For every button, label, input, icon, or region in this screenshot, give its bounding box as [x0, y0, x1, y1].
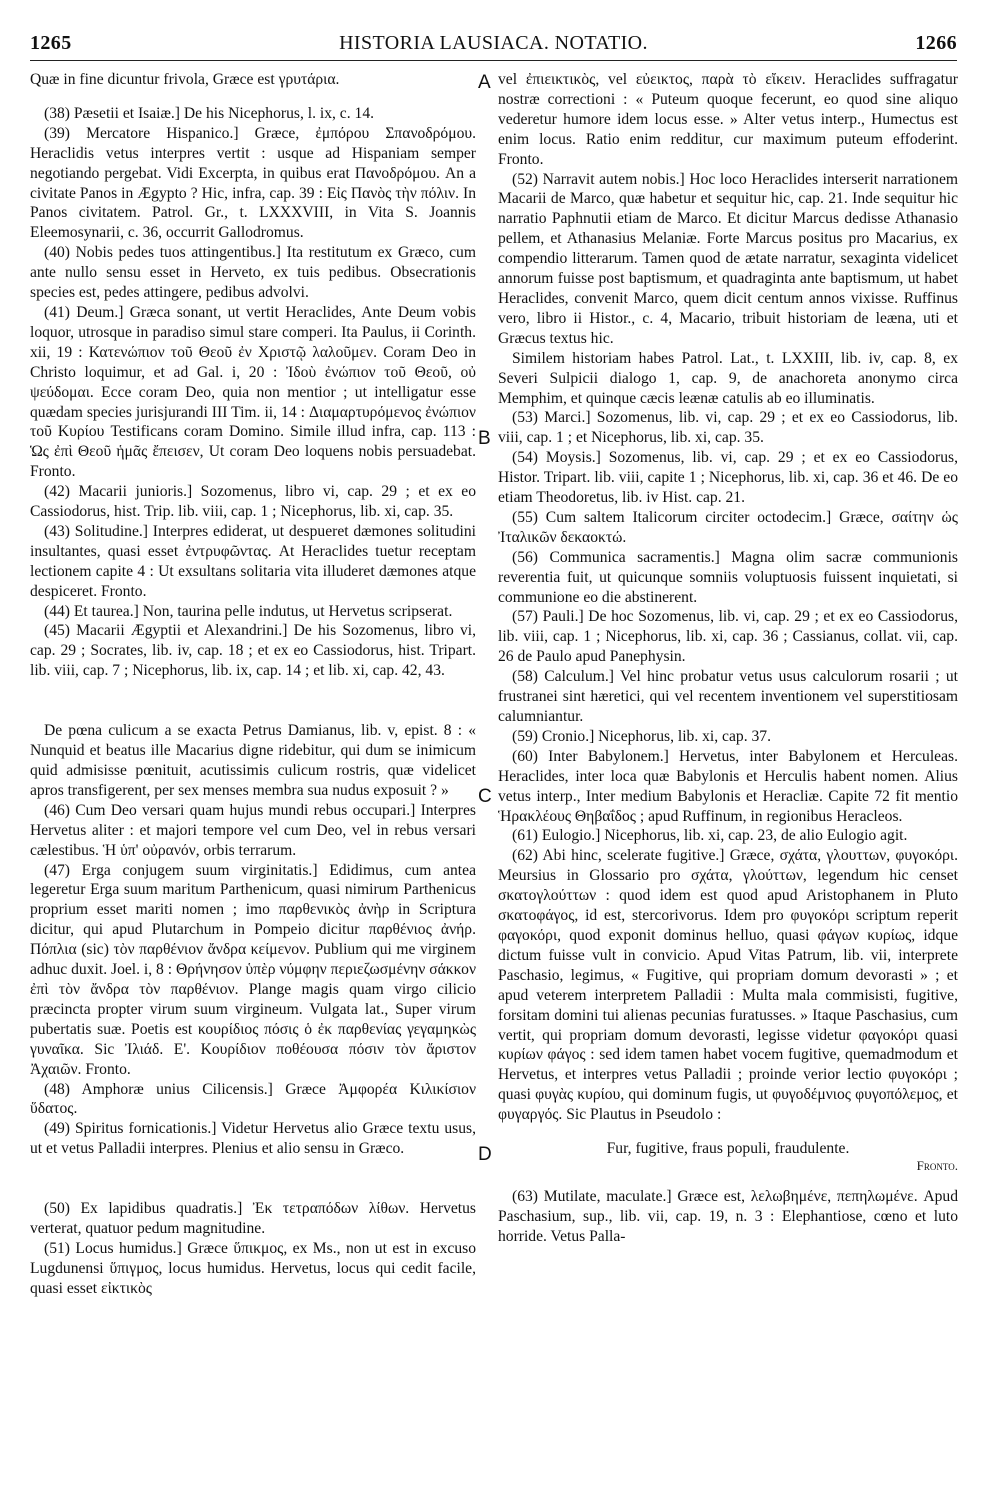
note-48: (48) Amphoræ unius Cilicensis.] Græce Ἀμφορέα Κιλικίσιον ὕδατος. [30, 1080, 476, 1118]
page-header [30, 32, 957, 58]
note-49: (49) Spiritus fornicationis.] Videtur Hervetus alio Græce textu usus, ut et vetus Palladii interpres. Plenius et alio sensu in Græco. [30, 1120, 476, 1158]
note-52: (52) Narravit autem nobis.] Hoc loco Heraclides interserit narrationem Macarii de Marco, quæ habetur et sequitur hic, cap. 21. Inde sequitur hic narratio Paphnutii etiam de Marco. Et dicitur Marcus dedisse Athanasio pellem, et Athanasius Melaniæ. Forte Marcus positus pro Macarius, ex compendio litterarum. Tamen quod de ætate narratur, sexaginta videlicet annorum fuisse post baptismum, et quadraginta ante baptismum, ut habet Heraclides, convenit Marco, quem dicit centum annos vixisse. Ruffinus vero, libro ii Histor., c. 4, Macario, tribuit historiam de leæna, uti et Græcus textus hic. [498, 170, 958, 347]
note-55: (55) Cum saltem Italicorum circiter octodecim.] Græce, σαίτην ὡς Ἰταλικῶν δεκαοκτώ. [498, 508, 958, 546]
margin-marker-c: C [478, 786, 492, 807]
note-51: (51) Locus humidus.] Græce ὕπικμος, ex Ms., non ut est in excuso Lugdunensi ὕπιγμος, locus humidus. Hervetus, locus qui cedit facile, quasi esset εἰκτικὸς [30, 1239, 476, 1297]
note-56: (56) Communica sacramentis.] Magna olim sacræ communionis reverentia fuit, ut quicunque somniis voluptuosis fuissent inquietati, si communione eo die abstinerent. [498, 548, 958, 606]
note-51-continuation: vel ἐπιεικτικὸς, vel εὐεικτος, παρὰ τὸ εἴκειν. Heraclides suffragatur nostræ correctioni : « Puteum quoque fecerunt, eo quod sine aliquo vederetur humore idem locus esse. » Alter vetus interp., Humectus est enim locus. Ratio enim redditur, cur maximum puteum effoderint. Fronto. [498, 71, 958, 168]
note-45: (45) Macarii Ægyptii et Alexandrini.] De his Sozomenus, libro vi, cap. 29 ; Socrates, lib. iv, cap. 18 ; et ex eo Cassiodorus, hist. Tripart. lib. viii, cap. 7 ; Nicephorus, lib. ix, cap. 14 ; et lib. xi, cap. 42, 43. [30, 622, 476, 680]
margin-marker-a: A [478, 72, 491, 93]
note-38: (38) Pæsetii et Isaiæ.] De his Nicephorus, l. ix, c. 14. [44, 104, 375, 122]
header-rule [30, 60, 957, 61]
running-title: HISTORIA LAUSIACA. NOTATIO. [339, 32, 648, 54]
page-number-right: 1266 [915, 32, 957, 54]
note-58: (58) Calculum.] Vel hinc probatur vetus usus calculorum rosarii ; ut frustranei sint hæretici, qui vel recentem inventionem vel superstitiosam calumniantur. [498, 668, 958, 725]
note-59: (59) Cronio.] Nicephorus, lib. xi, cap. 37. [512, 727, 771, 745]
author-signature: Fronto. [916, 1157, 958, 1173]
note-paragraph: Quæ in fine dicuntur frivola, Græce est γρυτάρια. [30, 71, 340, 88]
verse-quotation: Fur, fugitive, fraus populi, fraudulente. [606, 1140, 850, 1158]
note-57: (57) Pauli.] De hoc Sozomenus, lib. vi, cap. 29 ; et ex eo Cassiodorus, lib. viii, cap. 1 ; Nicephorus, lib. xi, cap. 36 ; Cassianus, collat. vii, cap. 26 de Paulo apud Panephysin. [498, 608, 958, 666]
note-60: (60) Inter Babylonem.] Hervetus, inter Babylonem et Herculeas. Heraclides, inter loca quæ Babylonis et Herculis habent nomen. Alius vetus interp., Inter medium Babylonis et Heracliæ. Capite 72 fit mentio Ἡρακλέους Θηβαΐδος ; apud Ruffinum, in regionibus Heracleos. [498, 747, 958, 825]
note-63: (63) Mutilate, maculate.] Græce est, λελωβημένε, πεπηλωμένε. Apud Paschasium, sup., lib. vii, cap. 19, n. 3 : Elephantiose, cœno et luto horride. Vetus Palla- [498, 1187, 958, 1245]
note-41: (41) Deum.] Græca sonant, ut vertit Heraclides, Ante Deum vobis loquor, utrosque in paradiso simul stare comperi. Ita Paulus, ii Corinth. xii, 19 : Κατενώπιον τοῦ Θεοῦ ἐν Χριστῷ λαλοῦμεν. Coram Deo in Christo loquimur, et ad Gal. i, 20 : Ἰδοὺ ἐνώπιον τοῦ Θεοῦ, οὐ ψεύδομαι. Ecce coram Deo, quia non mentior ; ut intelligatur esse quædam species jurisjurandi III Tim. ii, 14 : Διαμαρτυρόμενος ἐνώπιον τοῦ Κυρίου Testificans coram Domino. Simile illud infra, cap. 113 : Ὡς ἐπὶ Θεοῦ ἡμᾶς ἔπεισεν, Ut coram Deo loquens nobis persuadebat. Fronto. [30, 303, 476, 481]
margin-marker-d: D [478, 1144, 492, 1165]
note-39: (39) Mercatore Hispanico.] Græce, ἐμπόρου Σπανοδρόμου. Heraclidis vetus interpres vertit : usque ad Hispaniam semper negotiando pergebat. Vidi Excerpta, in quibus erat Πανοδρόμου. An a civitate Panos in Ægypto ? Hic, infra, cap. 39 : Εἰς Πανὸς τὴν πόλιν. In Panos civitatem. Patrol. Gr., t. LXXXVIII, in Vita S. Joannis Eleemosynarii, c. 36, occurrit Gallodromus. [30, 124, 476, 242]
note-47: (47) Erga conjugem suum virginitatis.] Edidimus, cum antea legeretur Erga suum maritum Parthenicum, quasi nimirum Parthenicus proprium esset mariti nomen ; imo παρθενικὸς ἀνὴρ in Scriptura dicitur, qui apud Plutarchum in Pompeio dicitur παρθένιος ἀνήρ. Πόπλια (sic) τὸν παρθένιον ἄνδρα κείμενον. Publium qui me virginem adhuc duxit. Joel. i, 8 : Θρήνησον ὑπὲρ νύμφην περιεζωσμένην σάκκον ἐπὶ τὸν ἄνδρα τὸν παρθένιον. Plange magis quam virgo cilicio præcincta propter virum suum virgineum. Vulgata lat., Super virum pubertatis suæ. Poetis est κουρίδιος πόσις ὁ ἐκ παρθενίας γεγαμηκὼς γυναῖκα. Sic Ἰλιάδ. Ε'. Κουρίδιον ποθέουσα πόσιν τὸν ἄριστον Ἀχαιῶν. Fronto. [30, 861, 476, 1078]
margin-marker-b: B [478, 428, 491, 449]
note-46: (46) Cum Deo versari quam hujus mundi rebus occupari.] Interpres Hervetus aliter : et majori tempore vel cum Deo, vel in rebus versari cælestibus. Ἡ ὑπ' οὐρανόν, orbis terrarum. [30, 801, 476, 859]
note-44: (44) Et taurea.] Non, taurina pelle indutus, ut Hervetus scripserat. [44, 602, 453, 620]
page-number-left: 1265 [30, 32, 72, 54]
note-54: (54) Moysis.] Sozomenus, lib. vi, cap. 29 ; et ex eo Cassiodorus, Histor. Tripart. lib. viii, capite 1 ; Nicephorus, lib. xi, cap. 36 et 46. De eo etiam Theodoretus, lib. iv Hist. cap. 21. [498, 449, 958, 507]
note-40: (40) Nobis pedes tuos attingentibus.] Ita restitutum ex Græco, cum ante nullo sensu esset in Herveto, ex tuis pedibus. Obsecrationis species est, pedes attingere, pedibus advolvi. [30, 244, 476, 302]
note-42: (42) Macarii junioris.] Sozomenus, libro vi, cap. 29 ; et ex eo Cassiodorus, hist. Trip. lib. viii, cap. 1 ; Nicephorus, lib. xi, cap. 35. [30, 483, 476, 521]
note-50: (50) Ex lapidibus quadratis.] Ἐκ τετραπόδων λίθων. Hervetus verterat, quatuor pedum magnitudine. [30, 1200, 476, 1238]
note-45-continuation: De pœna culicum a se exacta Petrus Damianus, lib. v, epist. 8 : « Nunquid et beatus ille Macarius digne ridebitur, qui dum se inimicum quid admisisse pœnituit, acutissimis culicum rostris, quæ videlicet apros transfigerent, per sex menses membra sua nudus exposuit ? » [30, 722, 476, 799]
note-52-continuation: Similem historiam habes Patrol. Lat., t. LXXIII, lib. iv, cap. 8, ex Severi Sulpicii dialogo 1, cap. 9, de anachoreta anonymo circa Memphim, et quinque cæcis leænæ catulis ab eo illuminatis. [498, 349, 958, 407]
note-61: (61) Eulogio.] Nicephorus, lib. xi, cap. 23, de alio Eulogio agit. [512, 827, 908, 845]
right-column [498, 70, 958, 1490]
left-column [30, 70, 476, 1490]
note-53: (53) Marci.] Sozomenus, lib. vi, cap. 29 ; et ex eo Cassiodorus, lib. viii, cap. 1 ; et Nicephorus, lib. xi, cap. 35. [498, 409, 958, 447]
note-43: (43) Solitudine.] Interpres ediderat, ut despueret dæmones solitudini insultantes, quasi esset ἐντρυφῶντας. At Heraclides tuetur receptam lectionem capite 4 : Ut exsultans solitaria vita illuderet dæmones atque despiceret. Fronto. [30, 522, 476, 600]
note-62: (62) Abi hinc, scelerate fugitive.] Græce, σχάτα, γλουττων, φυγοκόρι. Meursius in Glossario pro σχάτα, γλούττων, legendum hic censet σκατογλούττων : quod idem est quod apud Aristophanem in Pluto σκατοφάγος, id est, stercorivorus. Idem pro φυγοκόρι scriptum reperit φαγοκόρι, quod exponit dominus helluo, quasi φάγων κυρίως, idque dictum fuisse vult in convicio. Apud Vitas Patrum, lib. vii, interprete Paschasio, legimus, « Fugitive, qui propriam domum devorasti » ; et apud veterem interpretem Palladii : Multa mala commisisti, fugitive, forsitam domini tui alienas pecunias furatusses. » Itaque Paschasius, cum vertit, qui propriam domum devorasti, legisse videtur φαγοκόρι quasi κυρίων φάγος : sed idem tamen habet vocem fugitive, quemadmodum et Hervetus, et interpres vetus Palladii ; proinde verior lectio φυγοκόρι ; quasi φυγὰς κυρίου, qui dominum fugis, ut φυγοδέμνιος φυγοπόλεμος, et φυγαργός. Sic Plautus in Pseudolo : [498, 847, 958, 1124]
